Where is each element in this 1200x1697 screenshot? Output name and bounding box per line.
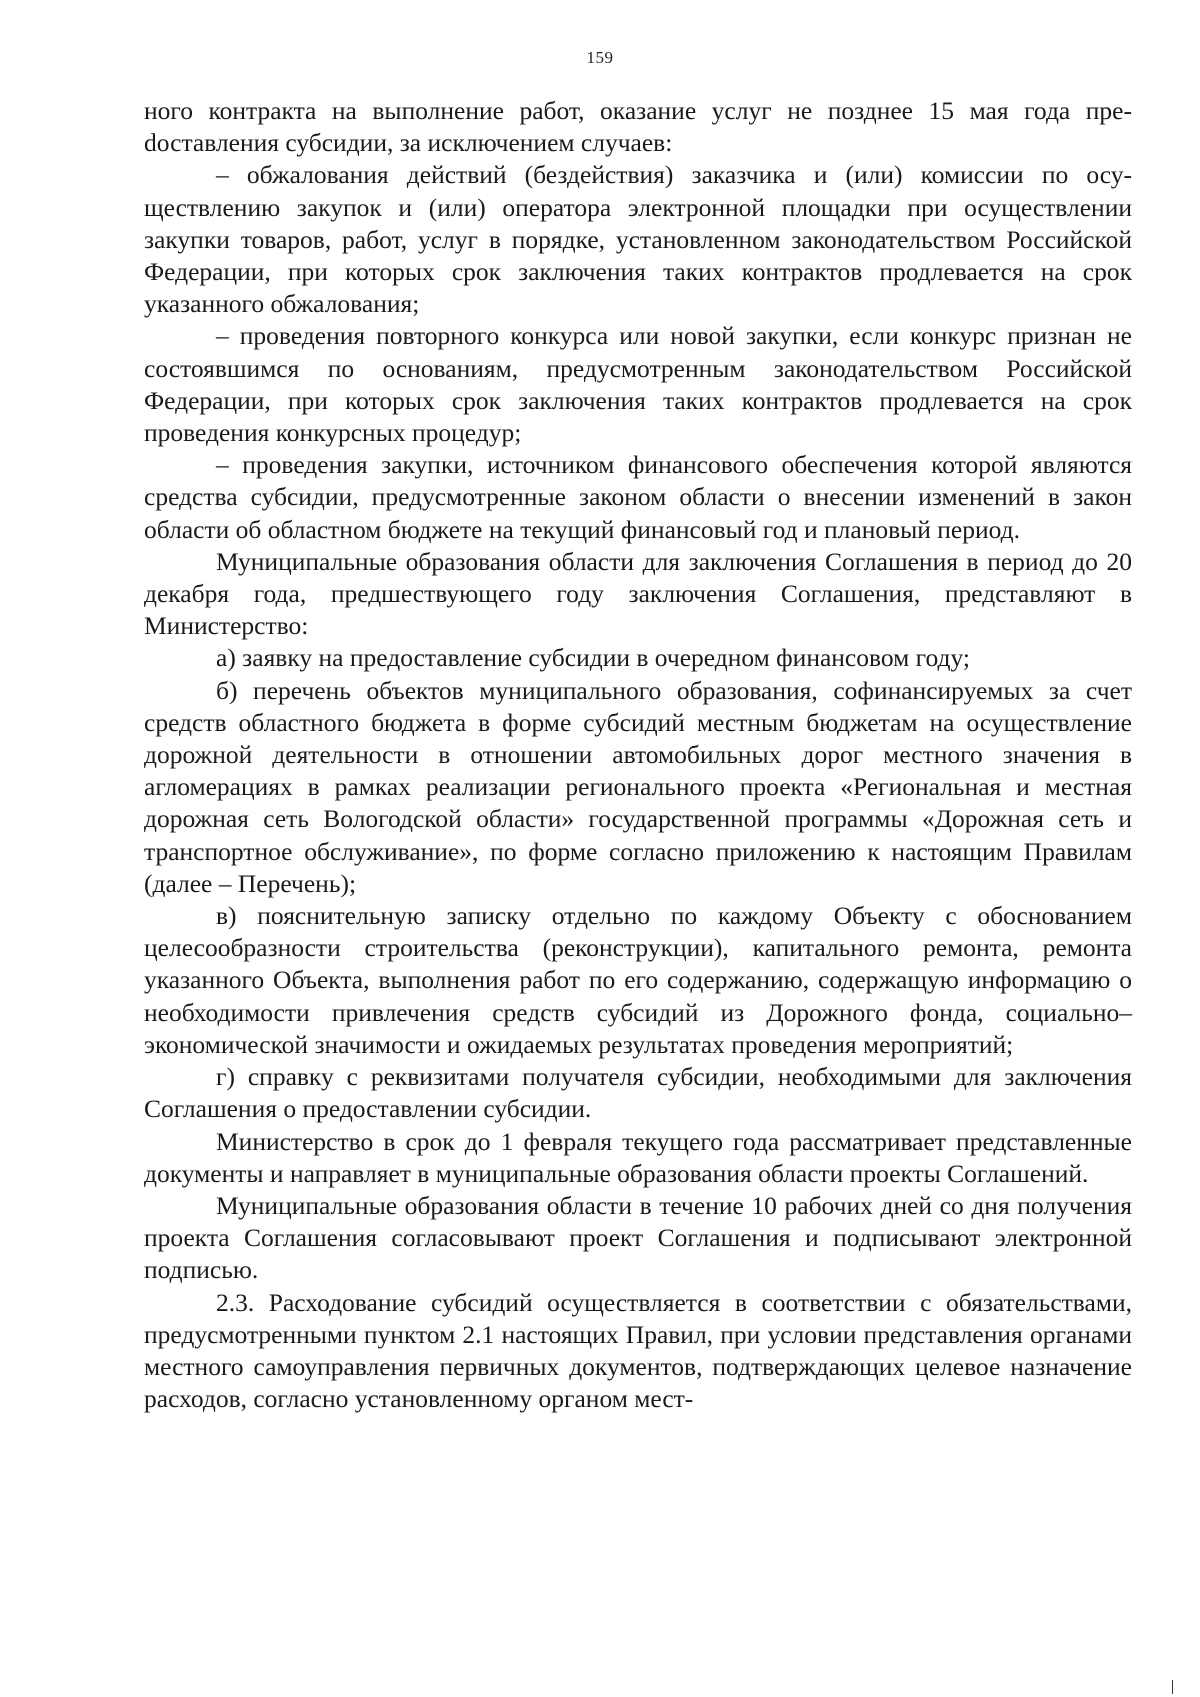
paragraph-ministry-review: Министерство в срок до 1 февраля текущего года рассматривает представленные документы и направляет в муниципальные образования области проекты Соглашений. — [144, 1126, 1132, 1188]
paragraph-procurement-exception: – проведения закупки, источником финансового обеспечения которой являются средства субсидии, предусмотренные законом области о внесении изменений в закон области об областном бюджете на текущий финансовый год и плановый период. — [144, 450, 1132, 544]
scan-edge-mark — [1172, 1680, 1173, 1694]
document-body — [144, 95, 1132, 1415]
list-item-b: б) перечень объектов муниципального образования, софинансируемых за счет средств областного бюджета в форме субсидий местным бюджетам на осуществление дорожной деятельности в отношении автомобильных дорог местного значения в агломерациях в рамках реализации регионального проекта «Региональная и местная дорожная сеть Вологодской области» государственной программы «Дорожная сеть и транспортное обслуживание», по форме согласно приложению к настоящим Правилам (далее – Перечень); — [144, 675, 1132, 898]
paragraph-agreement-signing: Муниципальные образования области в течение 10 рабочих дней со дня получения проекта Соглашения согласовывают проект Соглашения и подписывают электронной подписью. — [144, 1190, 1132, 1285]
page-number: 159 — [586, 48, 614, 67]
list-item-a: а) заявку на предоставление субсидии в очередном финансовом году; — [216, 643, 970, 673]
paragraph-appeal-exception: – обжалования действий (бездействия) заказчика и (или) комиссии по осуществлению закупок и (или) оператора электронной площадки при осуществлении закупки товаров, работ, услуг в порядке, установленном законодательством Российской Федерации, при которых срок заключения таких контрактов продлевается на срок указанного обжалования; — [144, 160, 1132, 319]
list-item-v: в) пояснительную записку отдельно по каждому Объекту с обоснованием целесообразности строительства (реконструкции), капитального ремонта, ремонта указанного Объекта, выполнения работ по его содержанию, содержащую информацию о необходимости привлечения средств субсидий из Дорожного фонда, социально–экономической значимости и ожидаемых результатах проведения мероприятий; — [144, 901, 1132, 1059]
list-item-g: г) справку с реквизитами получателя субсидии, необходимыми для заключения Соглашения о предоставлении субсидии. — [144, 1062, 1132, 1124]
paragraph-section-2-3: 2.3. Расходование субсидий осуществляется в соответствии с обязательствами, предусмотренными пунктом 2.1 настоящих Правил, при условии представления органами местного самоуправления первичных документов, подтверждающих целевое назначение расходов, согласно установленному органом мест- — [144, 1287, 1132, 1414]
paragraph-contract-deadline: ного контракта на выполнение работ, оказание услуг не позднее 15 мая года преdоставления субсидии, за исключением случаев: — [144, 96, 1132, 158]
paragraph-municipal-submission: Муниципальные образования области для заключения Соглашения в период до 20 декабря года, предшествующего году заключения Соглашения, представляют в Министерство: — [144, 546, 1132, 641]
paragraph-repeat-tender-exception: – проведения повторного конкурса или новой закупки, если конкурс признан не состоявшимся по основаниям, предусмотренным законодательством Российской Федерации, при которых срок заключения таких контрактов продлевается на срок проведения конкурсных процедур; — [144, 321, 1132, 448]
